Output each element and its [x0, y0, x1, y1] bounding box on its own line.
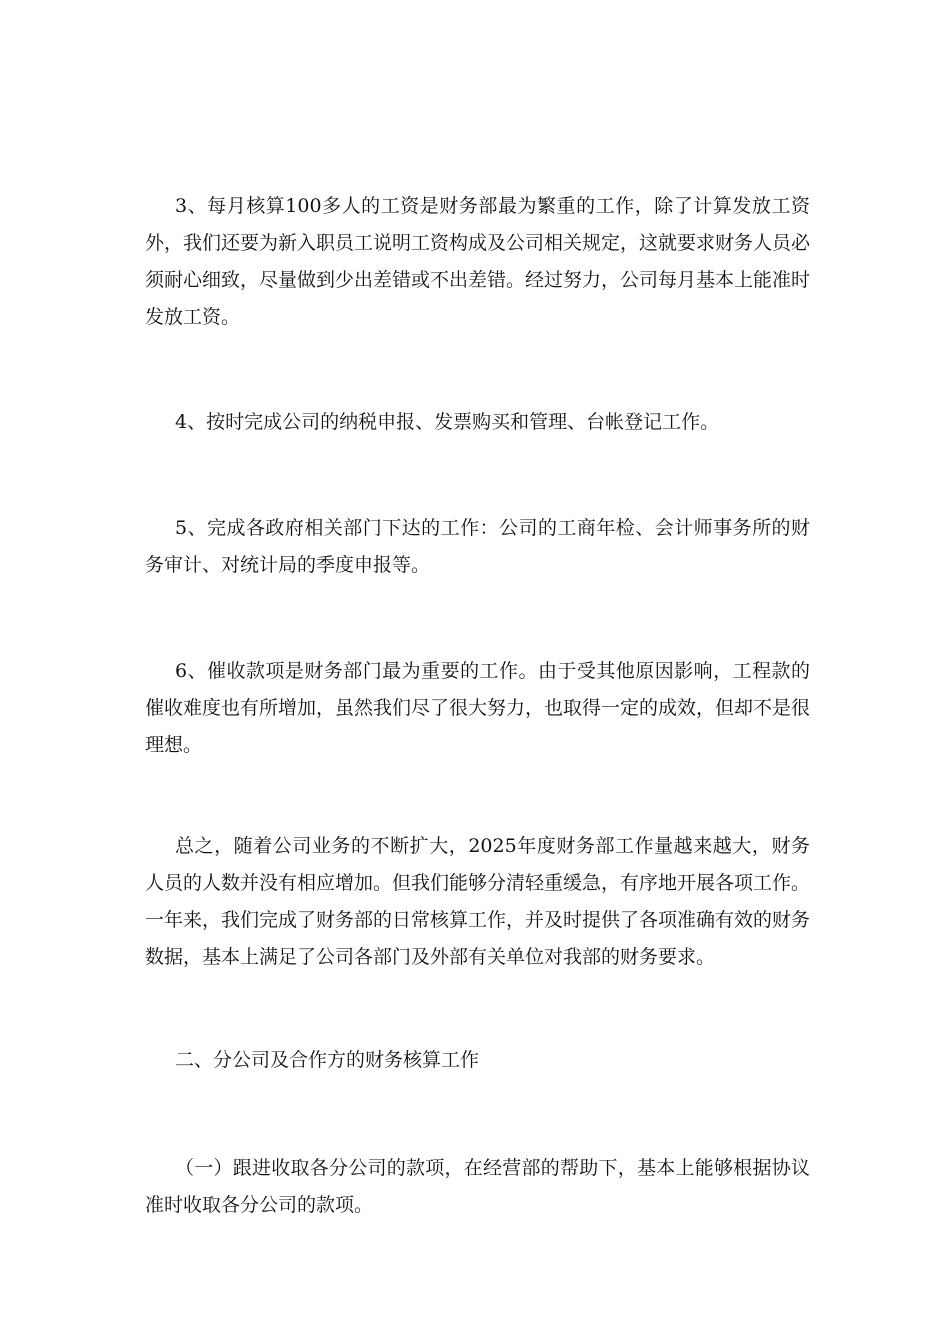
paragraph-collections: 6、催收款项是财务部门最为重要的工作。由于受其他原因影响，工程款的催收难度也有所增加，虽然我们尽了很大努力，也取得一定的成效，但却不是很理想。	[145, 660, 811, 756]
paragraph-payroll: 3、每月核算100多人的工资是财务部最为繁重的工作，除了计算发放工资外，我们还要为新入职员工说明工资构成及公司相关规定，这就要求财务人员必须耐心细致，尽量做到少出差错或不出差错。经过努力，公司每月基本上能准时发放工资。	[145, 195, 811, 328]
paragraph-government-tasks: 5、完成各政府相关部门下达的工作：公司的工商年检、会计师事务所的财务审计、对统计局的季度申报等。	[145, 517, 810, 576]
section-heading-branch-accounting: 二、分公司及合作方的财务核算工作	[175, 1049, 480, 1071]
paragraph-branch-payments: （一）跟进收取各分公司的款项，在经营部的帮助下，基本上能够根据协议准时收取各分公司的款项。	[145, 1157, 810, 1216]
paragraph-tax-filing: 4、按时完成公司的纳税申报、发票购买和管理、台帐登记工作。	[175, 411, 720, 433]
paragraph-summary: 总之，随着公司业务的不断扩大，2025年度财务部工作量越来越大，财务人员的人数并没有相应增加。但我们能够分清轻重缓急，有序地开展各项工作。一年来，我们完成了财务部的日常核算工作，并及时提供了各项准确有效的财务数据，基本上满足了公司各部门及外部有关单位对我部的财务要求。	[145, 835, 811, 968]
